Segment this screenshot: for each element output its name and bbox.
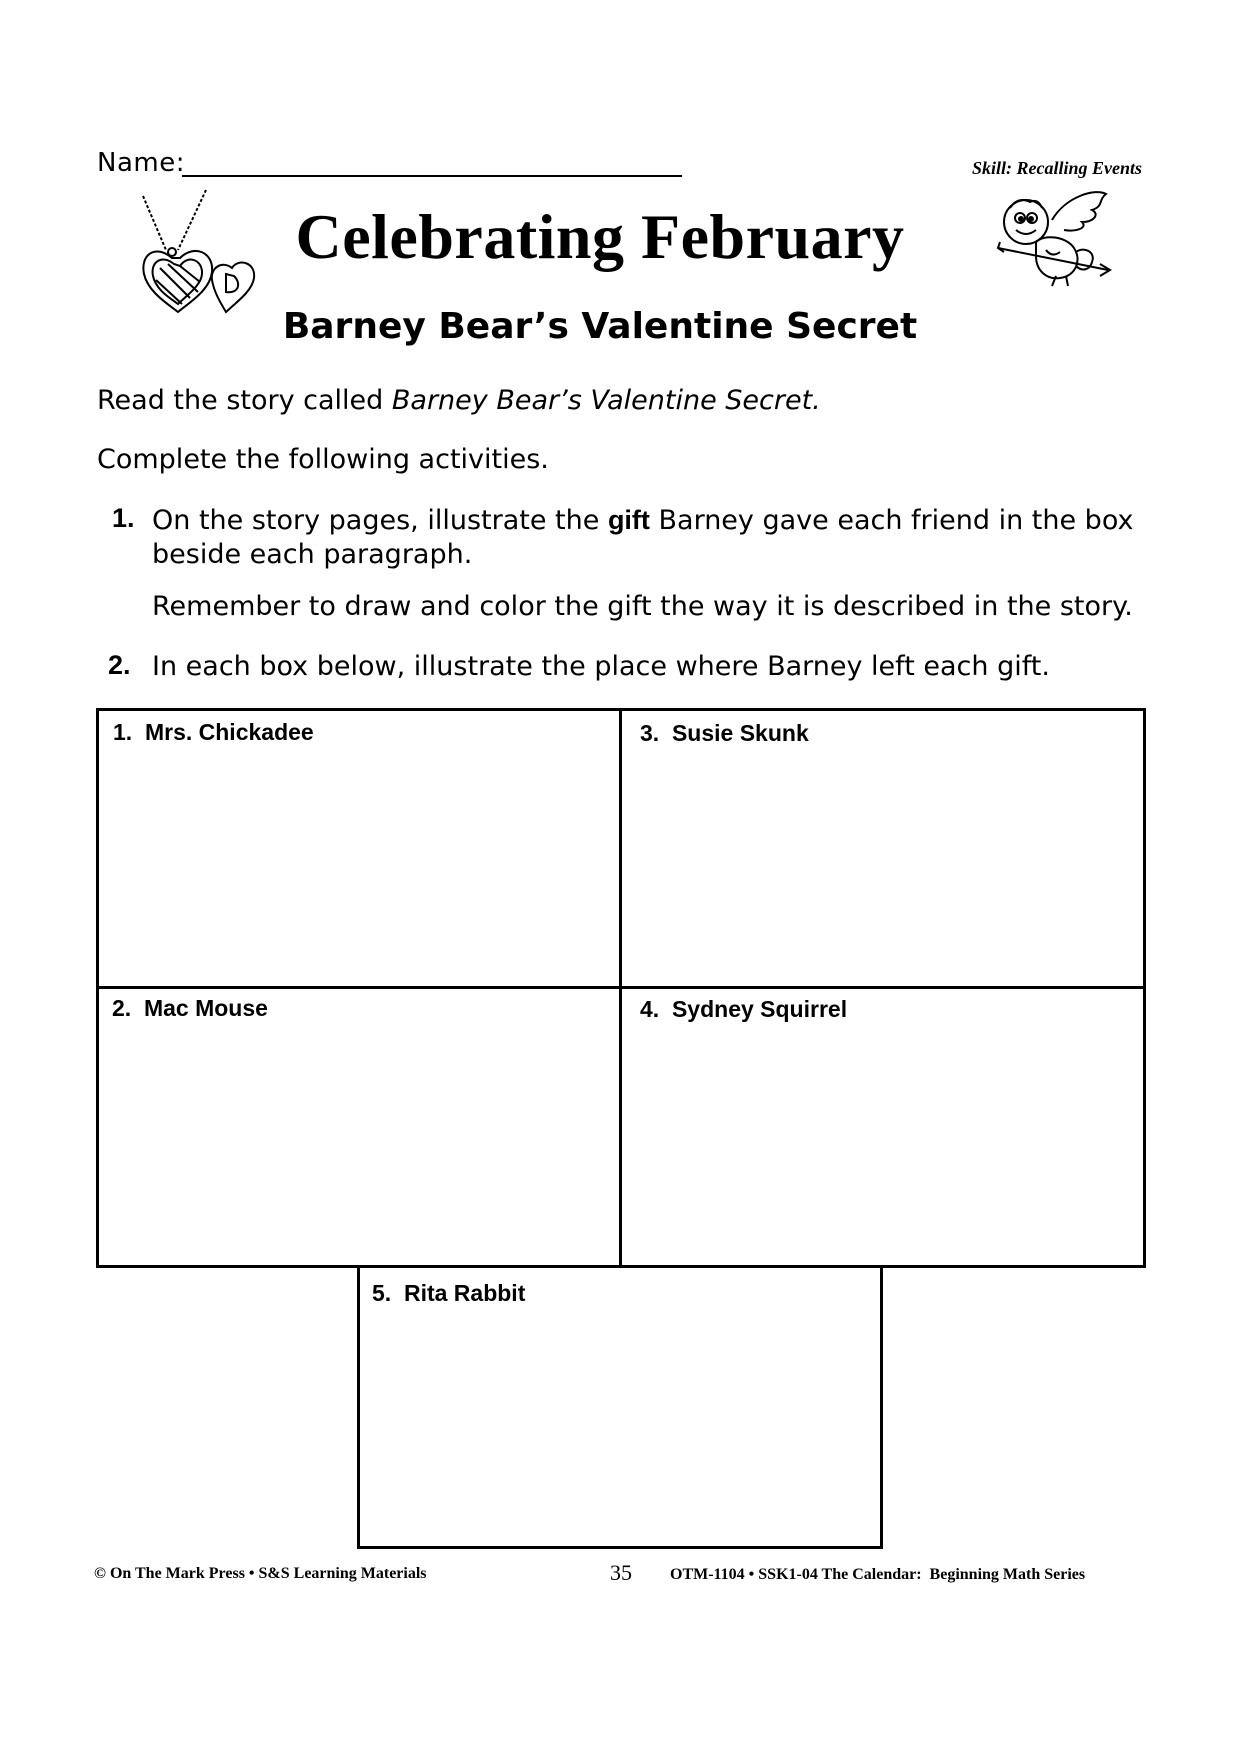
step-2-text: In each box below, illustrate the place where Barney left each gift. bbox=[152, 651, 1050, 682]
box-label-mrs-chickadee: 1. Mrs. Chickadee bbox=[113, 719, 314, 745]
footer-series: OTM-1104 • SSK1-04 The Calendar: Beginning Math Series bbox=[670, 1566, 1086, 1583]
page-title: Celebrating February bbox=[295, 201, 905, 272]
drawing-box-rita-rabbit[interactable] bbox=[357, 1265, 883, 1549]
step-1-note: Remember to draw and color the gift the way it is described in the story. bbox=[152, 591, 1133, 622]
page-subtitle: Barney Bear’s Valentine Secret bbox=[282, 306, 918, 347]
box-label-rita-rabbit: 5. Rita Rabbit bbox=[372, 1280, 526, 1306]
box-label-sydney-squirrel: 4. Sydney Squirrel bbox=[640, 996, 848, 1022]
page-number: 35 bbox=[610, 1560, 632, 1585]
footer-publisher: © On The Mark Press • S&S Learning Materials bbox=[94, 1565, 427, 1582]
cupid-icon bbox=[996, 186, 1114, 288]
complete-text: Complete the following activities. bbox=[97, 444, 549, 475]
step-1-text bbox=[152, 503, 1152, 572]
grid-divider-horizontal bbox=[96, 986, 1146, 989]
intro-text bbox=[97, 384, 821, 418]
step-2-number: 2. bbox=[108, 650, 131, 680]
box-label-susie-skunk: 3. Susie Skunk bbox=[640, 720, 809, 746]
box-label-mac-mouse: 2. Mac Mouse bbox=[112, 995, 268, 1021]
intro-prefix: Read the story called bbox=[97, 385, 392, 416]
step-1-after: Barney gave each friend in the box beside each paragraph. bbox=[152, 505, 1134, 570]
step-1-before: On the story pages, illustrate the bbox=[152, 505, 608, 536]
skill-label: Skill: Recalling Events bbox=[971, 158, 1142, 178]
step-1-bold-word: gift bbox=[607, 505, 650, 535]
name-label: Name: bbox=[97, 148, 185, 178]
story-title: Barney Bear’s Valentine Secret. bbox=[391, 385, 821, 416]
name-line[interactable] bbox=[182, 175, 682, 177]
step-1-number: 1. bbox=[112, 503, 135, 533]
